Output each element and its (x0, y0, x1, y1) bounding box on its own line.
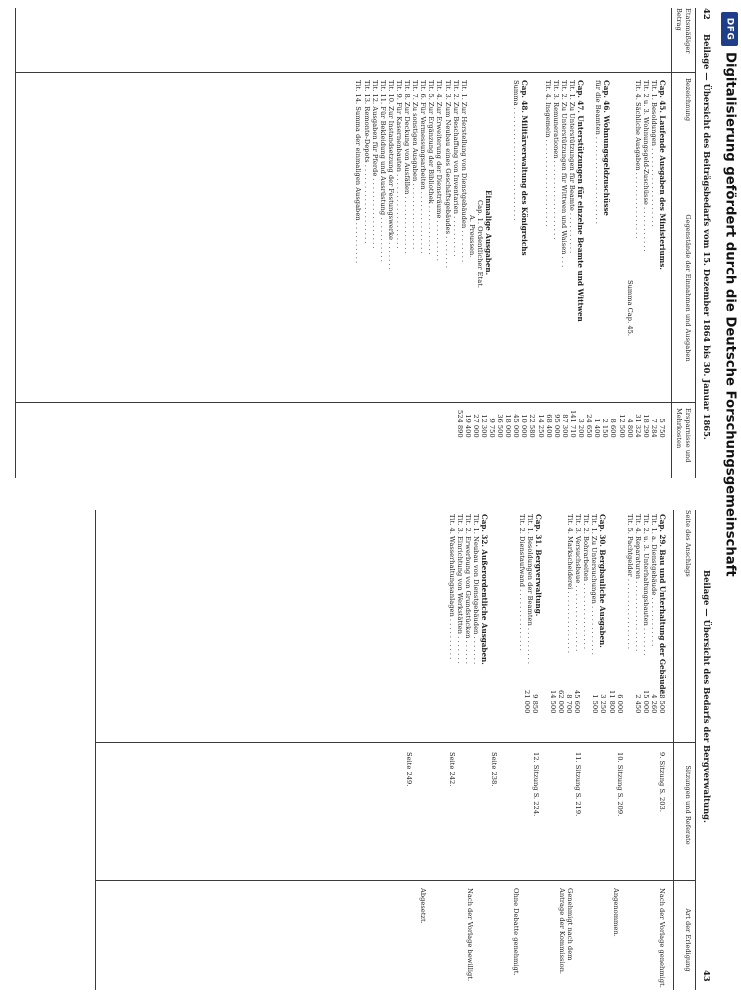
left-amount-10: 24 650 (585, 414, 594, 438)
left-col-head-2: Bezeichnung (684, 78, 692, 122)
left-section-1-line-1: Tit. 1. Besoldungen . . . . . . . . . . . . . . . . . . . (649, 80, 658, 227)
left-section-5-line-2: A. Preussen. (467, 215, 476, 258)
right-section-1-line-1: Tit. 1. a. Dienstgebäude . . . . . . . . . . . . (649, 514, 658, 647)
right-section-3-line-2: Tit. 2. Dienstaufwand . . . . . . . . . . . . . . . (517, 514, 526, 651)
left-section-5-line-12: Tit. 10. Zur Instandsetzung der Festungswerke . . . . . . . (386, 80, 395, 270)
left-section-5-title: Einmalige Ausgaben. (484, 190, 493, 276)
right-section-1-line-3: Tit. 4. Reparaturen . . . . . . . . . . . . . . . . . (633, 514, 642, 652)
left-amount-11: 3 200 (577, 418, 586, 438)
right-amount-1: 28 500 (658, 690, 666, 714)
right-section-1-line-4: Tit. 5. Pachtgelder . . . . . . . . . . . . . . . . . (625, 514, 634, 650)
right-section-4-line-1: Tit. 1. Neubau von Dienstgebäuden . . . . . . . (471, 514, 480, 665)
right-amount-4: 2 450 (633, 694, 642, 714)
right-session-1: 9. Sitzung S. 203. (658, 752, 666, 812)
right-amount-10: 8 700 (565, 694, 574, 714)
left-section-5-line-9: Tit. 7. Zu sonstigen Ausgaben . . . . . . . . . . . . . . . . (411, 80, 420, 250)
right-amount-3: 15 000 (641, 690, 650, 714)
left-amount-14: 95 000 (552, 414, 561, 438)
right-resolution-5: Nach der Vorlage bewilligt. (465, 888, 474, 982)
right-section-2-line-2: Tit. 2. Bohrarbeiten . . . . . . . . . . . . . . . . (581, 514, 590, 650)
right-section-2-line-1: Tit. 1. Zu Untersuchungen . . . . . . . . . . . . (589, 514, 598, 655)
left-section-3-line-4: Tit. 4. Insgemein . . . . . . . . . . . . . . . . . . . . . (543, 80, 552, 227)
left-section-5-line-5: Tit. 3. Zum Neubau eines Geschäftsgebäudes . . . . . . . . (443, 80, 452, 269)
left-section-4-title: Cap. 48. Militärverwaltung des Königreichs (520, 80, 529, 256)
left-section-2 (594, 80, 610, 224)
right-head-rule (695, 510, 696, 990)
left-col-divider-2 (16, 402, 696, 403)
right-session-6: Seite 242. (447, 752, 456, 787)
right-running-head-text: Beilage — Übersicht des Bedarfs der Bergverwaltung. (702, 570, 712, 823)
left-amount-5: 4 800 (625, 418, 634, 438)
left-section-3-line-2: Tit. 2. Zu Unterstützungen für Wittwen und Waisen . . . (559, 80, 568, 268)
dfg-logo-text: DFG (724, 17, 735, 41)
right-section-2-line-3: Tit. 3. Versuchsbaue . . . . . . . . . . . . . . . . (573, 514, 582, 652)
left-amount-8: 2 150 (601, 418, 610, 438)
left-section-5-line-8: Tit. 6. Für Vermessungsarbeiten . . . . . . . . . . . . . . . (419, 80, 428, 254)
left-amount-22: 9 750 (488, 418, 497, 438)
left-amount-23: 12 300 (479, 414, 488, 438)
left-amount-26: 524 890 (455, 410, 464, 438)
left-section-3-line-3: Tit. 3. Remunerationen . . . . . . . . . . . . . . . . . . . (551, 80, 560, 240)
left-section-5-line-4: Tit. 2. Zur Beschaffung von Inventarien . . . . . . . . . . (451, 80, 460, 257)
right-session-5: Seite 238. (489, 752, 498, 787)
right-section-1-title: Cap. 29. Bau und Unterhaltung der Gebäude. (658, 514, 667, 697)
left-amount-12: 141 710 (568, 410, 577, 438)
right-resolution-2: Angenommen. (611, 888, 620, 937)
right-section-4-title: Cap. 32. Außerordentliche Ausgaben. (480, 514, 489, 665)
right-col-head-2: Sitzungen und Referate (684, 765, 692, 845)
left-amount-9: 1 400 (593, 418, 602, 438)
right-resolution-3: Genehmigt nach dem Antrage der Kommission. (557, 888, 574, 975)
left-amount-3: 18 290 (641, 414, 650, 438)
right-page-number: 43 (702, 970, 712, 982)
right-col-divider-1 (96, 742, 696, 743)
left-page-number: 42 (702, 8, 712, 20)
right-amounts-column (523, 690, 666, 713)
left-col-head-4: Ersparnisse und Mehrkosten (675, 408, 692, 463)
left-running-head (696, 8, 712, 488)
right-section-4-line-3: Tit. 3. Einrichtung von Werkstätten . . . . . . . (455, 514, 464, 664)
left-running-head-text: Beilage — Übersicht des Beiträgsbedarfs vom 15. Dezember 1864 bis 30. Januar 1865. (702, 34, 712, 440)
right-section-2 (566, 514, 606, 655)
left-section-5 (354, 80, 492, 288)
left-amount-6: 12 500 (617, 414, 626, 438)
left-section-4 (512, 80, 528, 256)
left-amount-1: 5 750 (658, 418, 666, 438)
right-amount-9: 45 600 (573, 690, 582, 714)
left-section-5-line-1: Cap. 1. Ordentlicher Etat. (475, 200, 484, 289)
right-col-divider-2 (96, 880, 696, 881)
right-section-4 (448, 514, 488, 665)
left-amount-17: 22 580 (528, 414, 537, 438)
right-section-1 (626, 514, 666, 697)
left-section-5-line-15: Tit. 13. Remonte-Depots . . . . . . . . . . . . . . . . . . . (362, 80, 371, 244)
left-col-head-3: Gegenstände der Einnahmen und Ausgaben (684, 214, 692, 362)
right-amount-2: 4 260 (649, 694, 658, 714)
left-col-head-1: Etatsmäßiger Betrag (675, 8, 692, 54)
right-sessions-column (405, 752, 666, 816)
left-colhead-rule (671, 8, 672, 478)
left-section-1-line-3: Tit. 4. Sächliche Ausgaben . . . . . . . . . . . . . . . . (633, 80, 642, 239)
right-amount-11: 62 000 (557, 690, 566, 714)
left-section-1-title: Cap. 45. Laufende Ausgaben des Ministeriums. (658, 80, 667, 270)
left-foot-rule (15, 8, 16, 478)
right-resolution-6: Abgesetzt. (419, 888, 428, 924)
left-section-2-title: Cap. 46. Wohnungsgeldzuschüsse (602, 80, 611, 216)
left-section-5-line-10: Tit. 8. Zur Deckung von Ausfällen . . . . . . . . . . . . . . (403, 80, 412, 254)
left-section-5-line-6: Tit. 4. Zur Erweiterung der Diensträume . . . . . . . . . . (435, 80, 444, 261)
right-amount-14: 21 000 (522, 690, 531, 714)
left-section-3-line-1: Tit. 1. Zu Unterstützungen für Beamte . . . . . . . . . . (567, 80, 576, 254)
left-section-5-line-14: Tit. 12. Ausgaben für Pferde . . . . . . . . . . . . . . . . . (370, 80, 379, 249)
left-page (0, 8, 718, 488)
left-section-1-line-4: Summa Cap. 45. (625, 280, 634, 336)
right-section-3-title: Cap. 31. Bergverwaltung. (534, 514, 543, 617)
right-colhead-rule (673, 510, 674, 990)
right-resolutions-column (419, 888, 666, 988)
right-section-3-line-1: Tit. 1. Besoldungen der Beamten . . . . . . . . . (525, 514, 534, 665)
left-amount-19: 45 000 (512, 414, 521, 438)
right-running-head (696, 510, 712, 990)
left-section-5-line-7: Tit. 5. Zur Ergänzung der Bibliothek . . . . . . . . . . . . (427, 80, 436, 255)
right-amount-6: 11 800 (607, 690, 616, 714)
left-amount-16: 14 250 (536, 414, 545, 438)
left-amount-21: 36 500 (496, 414, 505, 438)
left-head-rule (695, 8, 696, 478)
left-amount-20: 18 000 (504, 414, 513, 438)
left-amount-24: 27 000 (471, 414, 480, 438)
right-section-2-title: Cap. 30. Bergbauliche Ausgaben. (598, 514, 607, 648)
left-amount-4: 31 324 (633, 414, 642, 438)
right-col-head-3: Art der Erledigung (684, 908, 692, 972)
left-section-1 (626, 80, 666, 336)
right-section-2-line-4: Tit. 4. Markscheiderei . . . . . . . . . . . . . . . (565, 514, 574, 654)
left-section-3 (544, 80, 584, 322)
left-section-5-line-11: Tit. 9. Für Kasernenbauten . . . . . . . . . . . . . . . . . . (394, 80, 403, 249)
left-amount-7: 8 600 (609, 418, 618, 438)
left-section-4-line-1: Summa . . . . . . . . . . . . . . . . . . . . . . . . . . . (511, 80, 520, 221)
left-amount-15: 68 400 (544, 414, 553, 438)
left-section-1-line-2: Tit. 2 u. 3. Wohnungsgeld-Zuschüsse . . . . . . . . . . . (641, 80, 650, 252)
right-session-7: Seite 249. (405, 752, 414, 787)
right-resolution-4: Ohne Debatte genehmigt. (511, 888, 520, 976)
right-section-4-line-2: Tit. 2. Erwerbung von Grundstücken . . . . . . (463, 514, 472, 664)
right-section-4-line-4: Tit. 4. Wasserhaltungsanlagen . . . . . . . . . . (447, 514, 456, 660)
right-resolution-1: Nach der Vorlage genehmigt. (658, 888, 666, 988)
left-amount-25: 19 400 (463, 414, 472, 438)
right-page (0, 510, 718, 990)
left-section-5-line-3: Tit. 1. Zur Herstellung von Dienstgebäuden . . . . . . . . (459, 80, 468, 263)
dfg-banner-text: Digitalisierung gefördert durch die Deutsche Forschungsgemeinschaft (722, 52, 737, 577)
right-amount-13: 9 850 (530, 694, 539, 714)
left-section-5-line-16: Tit. 14. Summa der einmaligen Ausgaben . . . . . . . . . . (354, 80, 363, 264)
right-amount-12: 14 500 (548, 690, 557, 714)
left-section-2-line-1: für die Beamten . . . . . . . . . . . . . . . . . . . . . (593, 80, 602, 225)
left-section-3-title: Cap. 47. Unterstützungen für einzelne Beamte und Wittwen (576, 80, 585, 322)
left-col-divider-1 (16, 72, 696, 73)
right-foot-rule (95, 510, 96, 990)
left-section-5-line-13: Tit. 11. Für Bekleidung und Ausrüstung . . . . . . . . . . . (378, 80, 387, 262)
left-amount-18: 10 000 (520, 414, 529, 438)
left-amount-13: 87 300 (560, 414, 569, 438)
right-section-3 (518, 514, 542, 664)
dfg-logo-icon (721, 12, 738, 46)
right-amount-5: 6 000 (615, 694, 624, 714)
right-amount-8: 1 500 (591, 694, 600, 714)
right-section-1-line-2: Tit. 2. u. 3. Unterhaltungsbauten . . . . . . . (641, 514, 650, 656)
left-amount-2: 7 284 (649, 418, 658, 438)
right-session-2: 10. Sitzung S. 209. (615, 752, 624, 817)
right-col-head-1: Seite des Anschlags (684, 510, 692, 577)
right-session-3: 11. Sitzung S. 219. (573, 752, 582, 817)
right-amount-7: 3 250 (599, 694, 608, 714)
right-session-4: 12. Sitzung S. 224. (531, 752, 540, 817)
left-amounts-column (456, 410, 666, 438)
